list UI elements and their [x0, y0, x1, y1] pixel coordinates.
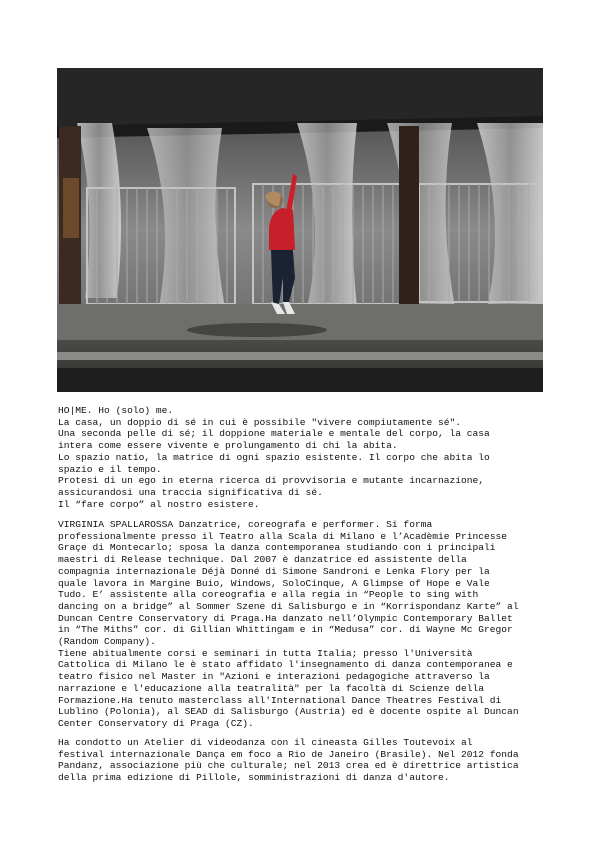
closing-text: [58, 737, 548, 784]
text-line: intera come essere vivente e prolungamento di chi la abita.: [58, 440, 398, 452]
text-line: Ha condotto un Atelier di videodanza con il cineasta Gilles Toutevoix al: [58, 737, 473, 748]
text-line: professionalmente presso il Teatro alla Scala di Milano e l’Acadèmie Princesse: [58, 530, 508, 542]
text-line: (Random Company).: [58, 636, 156, 648]
text-line: Lo spazio natio, la matrice di ogni spazio esistente. Il corpo che abita lo: [58, 451, 490, 463]
intro-text: [58, 405, 548, 510]
text-line: Una seconda pelle di sé; il doppione materiale e mentale del corpo, la casa: [58, 428, 490, 440]
text-line: quale lavora in Margine Buio, Windows, SoloCinque, A Glimpse of Hope e Vale: [58, 577, 490, 589]
text-line: teatro fisico nel Master in "Azioni e interazioni pedagogiche attraverso la: [58, 671, 490, 683]
text-line: Center Conservatory di Praga (CZ).: [58, 717, 254, 729]
text-line: dancing on a bridge” al Sommer Szene di Salisburgo e in “Korrispondanz Karte” al: [58, 600, 519, 612]
text-line: Cattolica di Milano le è stato affidato l'insegnamento di danza contemporanea e: [58, 659, 513, 671]
text-line: Duncan Centre Conservatory di Praga.Ha danzato nell’Olympic Contemporary Ballet: [58, 612, 513, 624]
text-line: assicurandosi una traccia significativa di sé.: [58, 486, 323, 498]
text-line: Graçe di Montecarlo; sposa la danza contemporanea studiando con i principali: [58, 542, 496, 554]
text-line: della prima edizione di Pillole, somministrazioni di danza d'autore.: [58, 772, 450, 784]
text-line: festival internazionale Dança em foco a Rio de Janeiro (Brasile). Nel 2012 fonda: [58, 748, 519, 760]
text-line: narrazione e l'educazione alla teatralità" per la facoltà di Scienze della: [58, 682, 485, 694]
photo-dancer-jumping-icon: [57, 68, 543, 392]
text-line: Tudo. E’ assistente alla coreografia e alla regia in “People to sing with: [58, 589, 479, 601]
text-line: in “The Miths” cor. di Gillian Whittingam e in “Medusa” cor. di Wayne Mc Gregor: [58, 624, 513, 636]
text-line: Tiene abitualmente corsi e seminari in tutta Italia; presso l'Università: [58, 647, 473, 659]
text-line: HO|ME. Ho (solo) me.: [58, 405, 174, 416]
text-line: Pandanz, associazione più che culturale; nel 2013 crea ed è direttrice artistica: [58, 760, 519, 772]
text-line: La casa, un doppio di sé in cui è possibile "vivere compiutamente sé".: [58, 416, 462, 428]
text-line: VIRGINIA SPALLAROSSA Danzatrice, coreografa e performer. Si forma: [58, 519, 433, 530]
text-line: Lublino (Polonia), al SEAD di Salisburgo (Austria) ed è docente ospite al Duncan: [58, 706, 519, 718]
text-line: spazio e il tempo.: [58, 463, 162, 475]
biography-text: [58, 519, 548, 730]
text-line: compagnia internazionale Déjà Donné di Simone Sandroni e Lenka Flory per la: [58, 565, 490, 577]
text-line: Il “fare corpo” al nostro esistere.: [58, 498, 260, 510]
text-line: Formazione.Ha tenuto masterclass all'International Dance Theatres Festival di: [58, 694, 502, 706]
text-line: Protesi di un ego in eterna ricerca di provvisoria e mutante incarnazione,: [58, 475, 485, 487]
performance-photo: [57, 68, 543, 392]
text-line: maestri di Release technique. Dal 2007 è danzatrice ed assistente della: [58, 554, 467, 566]
